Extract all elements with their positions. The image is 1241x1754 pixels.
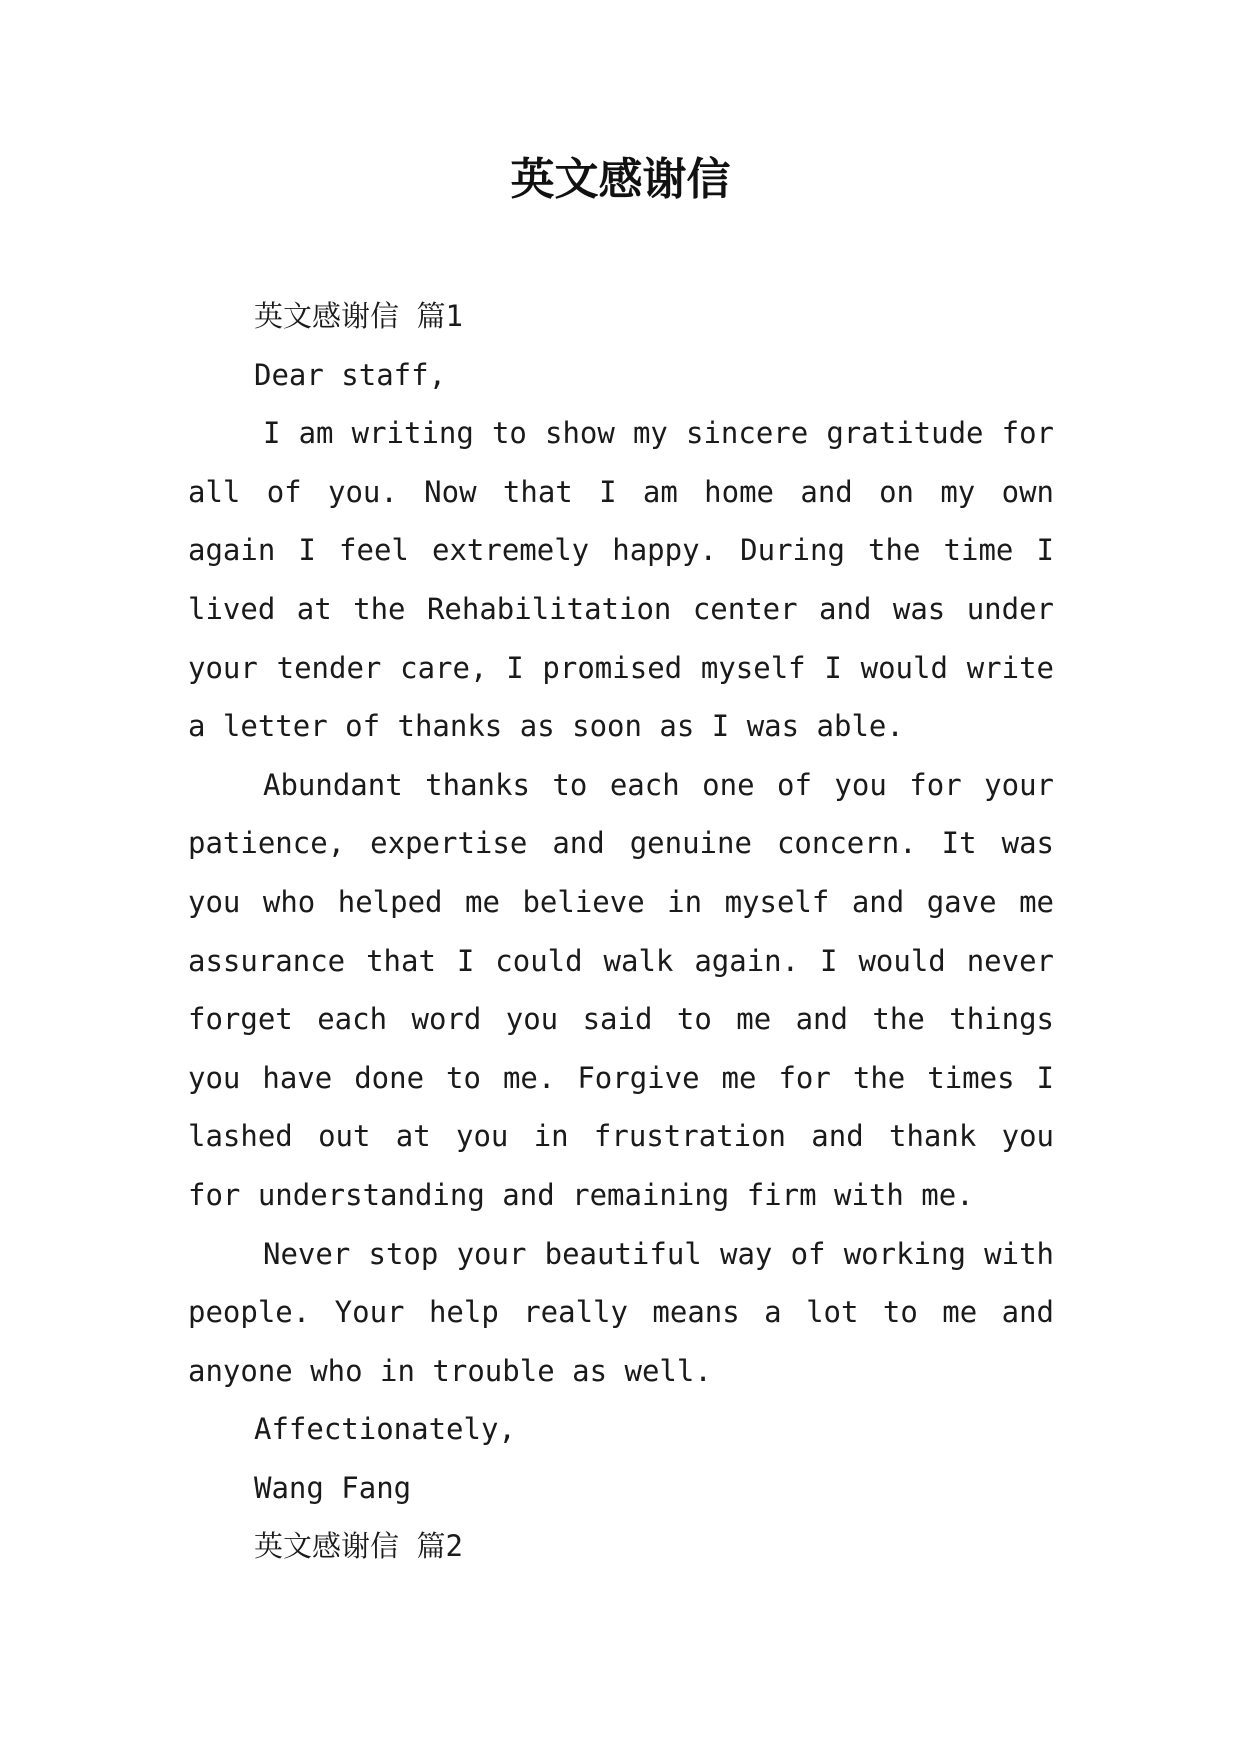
paragraph-2: Abundant thanks to each one of you for your patience, expertise and genuine concern. It was you who helped me believe in myself and gave me assurance that I could walk again. I would never forget each word you said to me and the things you have done to me. Forgive me for the times I lashed out at you in frustration and thank you for understanding and remaining firm with me. [188, 767, 1054, 1212]
paragraph-3: Never stop your beautiful way of working with people. Your help really means a lot to me and anyone who in trouble as well. [188, 1236, 1054, 1388]
section-heading-2: 英文感谢信 篇2 [254, 1529, 463, 1564]
section-heading-1: 英文感谢信 篇1 [254, 299, 463, 333]
paragraph-1: I am writing to show my sincere gratitude for all of you. Now that I am home and on my own again I feel extremely happy. During the time I lived at the Rehabilitation center and was under your tender care, I promised myself I would write a letter of thanks as soon as I was able. [188, 416, 1054, 744]
document-title: 英文感谢信 [510, 154, 731, 205]
letter-body [188, 287, 1054, 1576]
closing: Affectionately, [254, 1412, 516, 1447]
signature: Wang Fang [254, 1470, 412, 1505]
salutation: Dear staff, [254, 357, 447, 392]
